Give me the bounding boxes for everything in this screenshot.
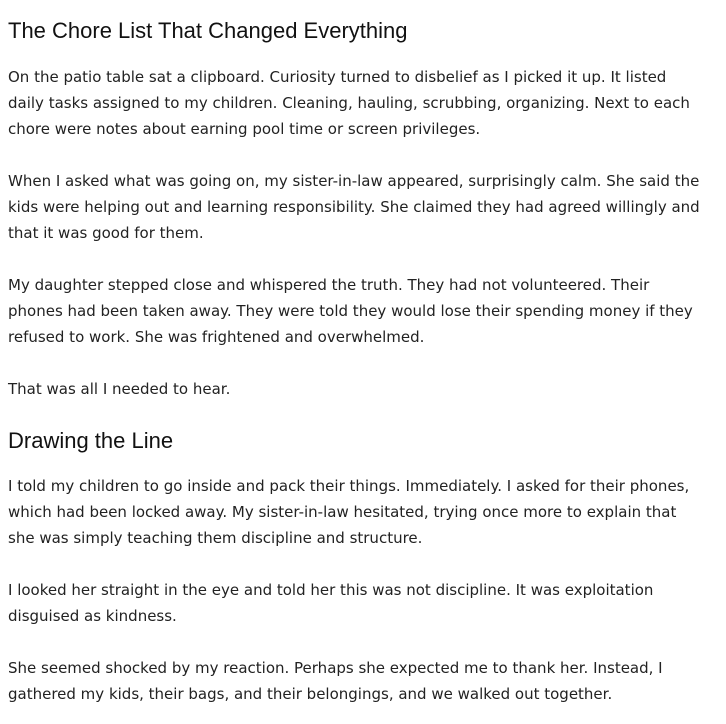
paragraph: On the patio table sat a clipboard. Curiosity turned to disbelief as I picked it up. It listed daily tasks assigned to my children. Cleaning, hauling, scrubbing, organizing. Next to each chore were notes about earning pool time or screen privileges. — [8, 68, 690, 138]
section-heading-drawing-the-line: Drawing the Line — [8, 428, 174, 453]
paragraph: I told my children to go inside and pack their things. Immediately. I asked for their phones, which had been locked away. My sister-in-law hesitated, trying once more to explain that she was simply teaching them discipline and structure. — [8, 477, 690, 547]
paragraph: That was all I needed to hear. — [8, 380, 231, 398]
paragraph: I looked her straight in the eye and told her this was not discipline. It was exploitation disguised as kindness. — [8, 581, 654, 625]
paragraph: She seemed shocked by my reaction. Perhaps she expected me to thank her. Instead, I gathered my kids, their bags, and their belongings, and we walked out together. — [8, 659, 663, 703]
paragraph: When I asked what was going on, my sister-in-law appeared, surprisingly calm. She said the kids were helping out and learning responsibility. She claimed they had agreed willingly and that it was good for them. — [8, 172, 700, 242]
paragraph: My daughter stepped close and whispered the truth. They had not volunteered. Their phones had been taken away. They were told they would lose their spending money if they refused to work. She was frightened and overwhelmed. — [8, 276, 693, 346]
section-heading-chore-list: The Chore List That Changed Everything — [8, 18, 408, 43]
